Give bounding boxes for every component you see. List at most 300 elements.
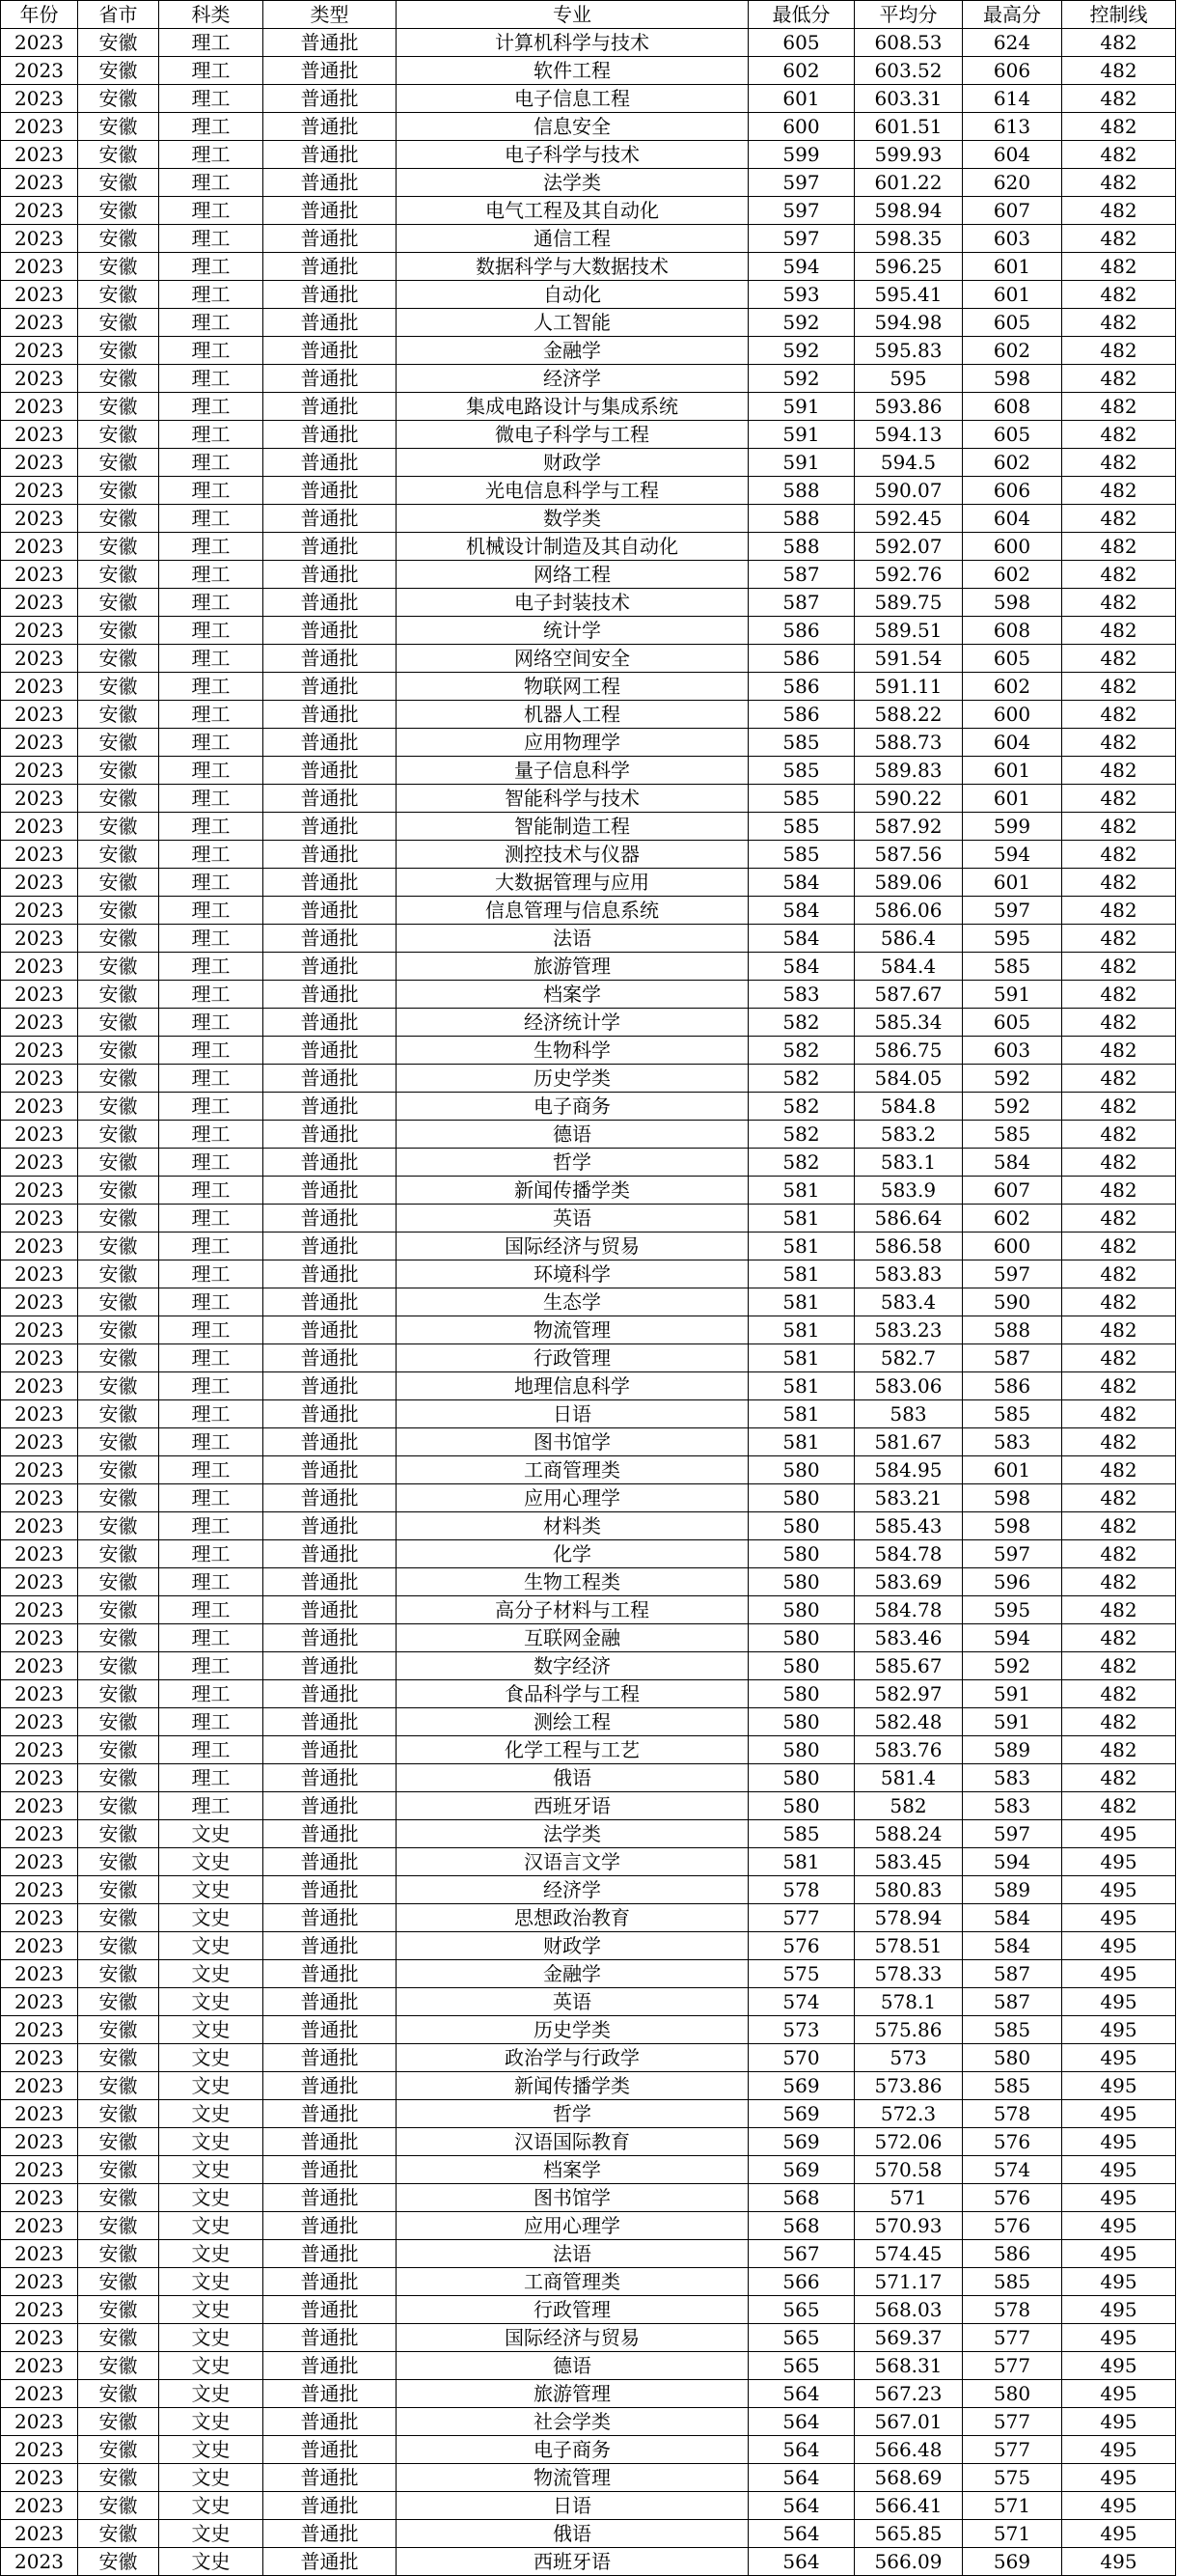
avg-score-cell: 601.51 xyxy=(855,113,963,141)
control-line-cell: 495 xyxy=(1062,2492,1176,2520)
batch-type-cell: 普通批 xyxy=(263,1288,397,1316)
province-cell: 安徽 xyxy=(78,1400,159,1428)
table-row xyxy=(1,2184,1176,2212)
table-row xyxy=(1,785,1176,813)
max-score-cell: 569 xyxy=(963,2548,1062,2576)
year-cell: 2023 xyxy=(1,1372,78,1400)
major-cell: 应用心理学 xyxy=(397,1484,749,1512)
province-cell: 安徽 xyxy=(78,785,159,813)
category-cell: 文史 xyxy=(159,2380,263,2408)
batch-type-cell: 普通批 xyxy=(263,673,397,701)
table-row xyxy=(1,1260,1176,1288)
major-cell: 图书馆学 xyxy=(397,1428,749,1456)
batch-type-cell: 普通批 xyxy=(263,869,397,897)
control-line-cell: 482 xyxy=(1062,757,1176,785)
min-score-cell: 567 xyxy=(749,2240,855,2268)
max-score-cell: 576 xyxy=(963,2128,1062,2156)
max-score-cell: 603 xyxy=(963,1037,1062,1065)
year-cell: 2023 xyxy=(1,1288,78,1316)
avg-score-cell: 590.22 xyxy=(855,785,963,813)
control-line-cell: 482 xyxy=(1062,1624,1176,1652)
category-cell: 文史 xyxy=(159,2128,263,2156)
table-row xyxy=(1,869,1176,897)
major-cell: 档案学 xyxy=(397,981,749,1009)
category-cell: 理工 xyxy=(159,1260,263,1288)
year-cell: 2023 xyxy=(1,953,78,981)
year-cell: 2023 xyxy=(1,813,78,841)
max-score-cell: 576 xyxy=(963,2212,1062,2240)
table-row xyxy=(1,1428,1176,1456)
control-line-cell: 482 xyxy=(1062,57,1176,85)
batch-type-cell: 普通批 xyxy=(263,2240,397,2268)
major-cell: 智能科学与技术 xyxy=(397,785,749,813)
year-cell: 2023 xyxy=(1,1037,78,1065)
year-cell: 2023 xyxy=(1,1065,78,1093)
major-cell: 大数据管理与应用 xyxy=(397,869,749,897)
table-row xyxy=(1,1568,1176,1596)
max-score-cell: 605 xyxy=(963,309,1062,337)
min-score-cell: 592 xyxy=(749,365,855,393)
avg-score-cell: 568.31 xyxy=(855,2352,963,2380)
category-cell: 理工 xyxy=(159,85,263,113)
max-score-cell: 613 xyxy=(963,113,1062,141)
max-score-cell: 574 xyxy=(963,2156,1062,2184)
batch-type-cell: 普通批 xyxy=(263,2492,397,2520)
control-line-cell: 482 xyxy=(1062,1764,1176,1792)
category-cell: 理工 xyxy=(159,589,263,617)
max-score-cell: 578 xyxy=(963,2296,1062,2324)
year-cell: 2023 xyxy=(1,981,78,1009)
major-cell: 工商管理类 xyxy=(397,1456,749,1484)
batch-type-cell: 普通批 xyxy=(263,2044,397,2072)
max-score-cell: 601 xyxy=(963,869,1062,897)
province-cell: 安徽 xyxy=(78,1260,159,1288)
max-score-cell: 585 xyxy=(963,2016,1062,2044)
max-score-cell: 598 xyxy=(963,589,1062,617)
batch-type-cell: 普通批 xyxy=(263,1764,397,1792)
control-line-cell: 482 xyxy=(1062,589,1176,617)
province-cell: 安徽 xyxy=(78,337,159,365)
control-line-cell: 482 xyxy=(1062,1316,1176,1344)
category-cell: 文史 xyxy=(159,2156,263,2184)
category-cell: 理工 xyxy=(159,505,263,533)
category-cell: 文史 xyxy=(159,2464,263,2492)
major-cell: 计算机科学与技术 xyxy=(397,29,749,57)
max-score-cell: 601 xyxy=(963,253,1062,281)
major-cell: 智能制造工程 xyxy=(397,813,749,841)
province-cell: 安徽 xyxy=(78,1484,159,1512)
table-row xyxy=(1,1400,1176,1428)
batch-type-cell: 普通批 xyxy=(263,2296,397,2324)
avg-score-cell: 584.78 xyxy=(855,1596,963,1624)
province-cell: 安徽 xyxy=(78,85,159,113)
category-cell: 理工 xyxy=(159,953,263,981)
province-cell: 安徽 xyxy=(78,1121,159,1149)
table-row xyxy=(1,1820,1176,1848)
table-row xyxy=(1,477,1176,505)
batch-type-cell: 普通批 xyxy=(263,1568,397,1596)
avg-score-cell: 584.8 xyxy=(855,1093,963,1121)
province-cell: 安徽 xyxy=(78,1037,159,1065)
control-line-cell: 495 xyxy=(1062,2212,1176,2240)
min-score-cell: 569 xyxy=(749,2128,855,2156)
major-cell: 汉语国际教育 xyxy=(397,2128,749,2156)
min-score-cell: 581 xyxy=(749,1177,855,1205)
category-cell: 文史 xyxy=(159,2016,263,2044)
control-line-cell: 482 xyxy=(1062,29,1176,57)
min-score-cell: 566 xyxy=(749,2268,855,2296)
min-score-cell: 601 xyxy=(749,85,855,113)
batch-type-cell: 普通批 xyxy=(263,1876,397,1904)
min-score-cell: 564 xyxy=(749,2520,855,2548)
batch-type-cell: 普通批 xyxy=(263,2268,397,2296)
major-cell: 环境科学 xyxy=(397,1260,749,1288)
control-line-cell: 495 xyxy=(1062,2324,1176,2352)
max-score-cell: 602 xyxy=(963,561,1062,589)
year-cell: 2023 xyxy=(1,2128,78,2156)
avg-score-cell: 587.56 xyxy=(855,841,963,869)
year-cell: 2023 xyxy=(1,1260,78,1288)
table-row xyxy=(1,2072,1176,2100)
category-cell: 理工 xyxy=(159,869,263,897)
category-cell: 文史 xyxy=(159,2072,263,2100)
year-cell: 2023 xyxy=(1,141,78,169)
min-score-cell: 584 xyxy=(749,925,855,953)
major-cell: 哲学 xyxy=(397,1149,749,1177)
category-cell: 理工 xyxy=(159,1233,263,1260)
control-line-cell: 495 xyxy=(1062,2464,1176,2492)
max-score-cell: 595 xyxy=(963,1596,1062,1624)
max-score-cell: 624 xyxy=(963,29,1062,57)
year-cell: 2023 xyxy=(1,1400,78,1428)
year-cell: 2023 xyxy=(1,617,78,645)
avg-score-cell: 603.31 xyxy=(855,85,963,113)
avg-score-cell: 589.06 xyxy=(855,869,963,897)
year-cell: 2023 xyxy=(1,421,78,449)
min-score-cell: 586 xyxy=(749,701,855,729)
min-score-cell: 586 xyxy=(749,673,855,701)
table-row xyxy=(1,2268,1176,2296)
min-score-cell: 602 xyxy=(749,57,855,85)
year-cell: 2023 xyxy=(1,169,78,197)
category-cell: 理工 xyxy=(159,1149,263,1177)
batch-type-cell: 普通批 xyxy=(263,1149,397,1177)
year-cell: 2023 xyxy=(1,1205,78,1233)
min-score-cell: 580 xyxy=(749,1568,855,1596)
control-line-cell: 482 xyxy=(1062,85,1176,113)
control-line-cell: 482 xyxy=(1062,393,1176,421)
control-line-cell: 482 xyxy=(1062,169,1176,197)
header-year: 年份 xyxy=(1,1,78,29)
category-cell: 理工 xyxy=(159,1764,263,1792)
min-score-cell: 569 xyxy=(749,2100,855,2128)
batch-type-cell: 普通批 xyxy=(263,85,397,113)
table-row xyxy=(1,617,1176,645)
avg-score-cell: 588.73 xyxy=(855,729,963,757)
batch-type-cell: 普通批 xyxy=(263,337,397,365)
avg-score-cell: 585.67 xyxy=(855,1652,963,1680)
min-score-cell: 585 xyxy=(749,813,855,841)
control-line-cell: 495 xyxy=(1062,2044,1176,2072)
avg-score-cell: 566.48 xyxy=(855,2436,963,2464)
min-score-cell: 564 xyxy=(749,2436,855,2464)
max-score-cell: 584 xyxy=(963,1904,1062,1932)
table-row xyxy=(1,57,1176,85)
major-cell: 量子信息科学 xyxy=(397,757,749,785)
category-cell: 理工 xyxy=(159,1624,263,1652)
min-score-cell: 581 xyxy=(749,1400,855,1428)
min-score-cell: 573 xyxy=(749,2016,855,2044)
max-score-cell: 583 xyxy=(963,1792,1062,1820)
min-score-cell: 576 xyxy=(749,1932,855,1960)
province-cell: 安徽 xyxy=(78,1372,159,1400)
avg-score-cell: 583.83 xyxy=(855,1260,963,1288)
year-cell: 2023 xyxy=(1,2408,78,2436)
min-score-cell: 565 xyxy=(749,2324,855,2352)
min-score-cell: 581 xyxy=(749,1848,855,1876)
category-cell: 文史 xyxy=(159,2212,263,2240)
category-cell: 文史 xyxy=(159,2548,263,2576)
major-cell: 地理信息科学 xyxy=(397,1372,749,1400)
table-row xyxy=(1,281,1176,309)
max-score-cell: 601 xyxy=(963,1456,1062,1484)
year-cell: 2023 xyxy=(1,1904,78,1932)
avg-score-cell: 591.54 xyxy=(855,645,963,673)
min-score-cell: 580 xyxy=(749,1792,855,1820)
category-cell: 文史 xyxy=(159,2324,263,2352)
avg-score-cell: 594.5 xyxy=(855,449,963,477)
min-score-cell: 600 xyxy=(749,113,855,141)
table-row xyxy=(1,2352,1176,2380)
province-cell: 安徽 xyxy=(78,421,159,449)
batch-type-cell: 普通批 xyxy=(263,1708,397,1736)
province-cell: 安徽 xyxy=(78,2492,159,2520)
batch-type-cell: 普通批 xyxy=(263,57,397,85)
year-cell: 2023 xyxy=(1,1960,78,1988)
table-row xyxy=(1,253,1176,281)
control-line-cell: 482 xyxy=(1062,1456,1176,1484)
table-row xyxy=(1,1680,1176,1708)
category-cell: 文史 xyxy=(159,1988,263,2016)
table-row xyxy=(1,2156,1176,2184)
category-cell: 理工 xyxy=(159,1065,263,1093)
max-score-cell: 590 xyxy=(963,1288,1062,1316)
major-cell: 国际经济与贸易 xyxy=(397,1233,749,1260)
batch-type-cell: 普通批 xyxy=(263,169,397,197)
avg-score-cell: 582 xyxy=(855,1792,963,1820)
year-cell: 2023 xyxy=(1,2044,78,2072)
max-score-cell: 604 xyxy=(963,141,1062,169)
max-score-cell: 602 xyxy=(963,337,1062,365)
min-score-cell: 585 xyxy=(749,729,855,757)
province-cell: 安徽 xyxy=(78,757,159,785)
header-control-line: 控制线 xyxy=(1062,1,1176,29)
year-cell: 2023 xyxy=(1,2296,78,2324)
category-cell: 理工 xyxy=(159,393,263,421)
table-row xyxy=(1,1736,1176,1764)
control-line-cell: 495 xyxy=(1062,2520,1176,2548)
major-cell: 汉语言文学 xyxy=(397,1848,749,1876)
province-cell: 安徽 xyxy=(78,2324,159,2352)
table-row xyxy=(1,813,1176,841)
table-row xyxy=(1,1009,1176,1037)
province-cell: 安徽 xyxy=(78,1988,159,2016)
major-cell: 电子商务 xyxy=(397,2436,749,2464)
major-cell: 材料类 xyxy=(397,1512,749,1540)
province-cell: 安徽 xyxy=(78,1177,159,1205)
min-score-cell: 574 xyxy=(749,1988,855,2016)
major-cell: 英语 xyxy=(397,1988,749,2016)
major-cell: 生态学 xyxy=(397,1288,749,1316)
province-cell: 安徽 xyxy=(78,897,159,925)
category-cell: 理工 xyxy=(159,1093,263,1121)
category-cell: 理工 xyxy=(159,225,263,253)
min-score-cell: 582 xyxy=(749,1065,855,1093)
year-cell: 2023 xyxy=(1,645,78,673)
min-score-cell: 582 xyxy=(749,1037,855,1065)
province-cell: 安徽 xyxy=(78,869,159,897)
avg-score-cell: 584.95 xyxy=(855,1456,963,1484)
year-cell: 2023 xyxy=(1,449,78,477)
major-cell: 俄语 xyxy=(397,2520,749,2548)
max-score-cell: 602 xyxy=(963,673,1062,701)
year-cell: 2023 xyxy=(1,1624,78,1652)
avg-score-cell: 575.86 xyxy=(855,2016,963,2044)
category-cell: 文史 xyxy=(159,2044,263,2072)
category-cell: 理工 xyxy=(159,561,263,589)
control-line-cell: 482 xyxy=(1062,1233,1176,1260)
table-row xyxy=(1,1344,1176,1372)
table-row xyxy=(1,2044,1176,2072)
max-score-cell: 604 xyxy=(963,729,1062,757)
control-line-cell: 482 xyxy=(1062,505,1176,533)
avg-score-cell: 586.4 xyxy=(855,925,963,953)
max-score-cell: 585 xyxy=(963,1121,1062,1149)
batch-type-cell: 普通批 xyxy=(263,1233,397,1260)
control-line-cell: 482 xyxy=(1062,1260,1176,1288)
avg-score-cell: 583.45 xyxy=(855,1848,963,1876)
max-score-cell: 597 xyxy=(963,1540,1062,1568)
avg-score-cell: 593.86 xyxy=(855,393,963,421)
min-score-cell: 581 xyxy=(749,1316,855,1344)
table-row xyxy=(1,1316,1176,1344)
batch-type-cell: 普通批 xyxy=(263,1065,397,1093)
major-cell: 人工智能 xyxy=(397,309,749,337)
max-score-cell: 597 xyxy=(963,897,1062,925)
min-score-cell: 582 xyxy=(749,1009,855,1037)
year-cell: 2023 xyxy=(1,1736,78,1764)
avg-score-cell: 584.78 xyxy=(855,1540,963,1568)
max-score-cell: 575 xyxy=(963,2464,1062,2492)
table-row xyxy=(1,29,1176,57)
major-cell: 测绘工程 xyxy=(397,1708,749,1736)
category-cell: 理工 xyxy=(159,1400,263,1428)
control-line-cell: 495 xyxy=(1062,2240,1176,2268)
table-row xyxy=(1,1596,1176,1624)
year-cell: 2023 xyxy=(1,1456,78,1484)
category-cell: 文史 xyxy=(159,2268,263,2296)
category-cell: 理工 xyxy=(159,1512,263,1540)
batch-type-cell: 普通批 xyxy=(263,505,397,533)
major-cell: 物流管理 xyxy=(397,1316,749,1344)
batch-type-cell: 普通批 xyxy=(263,1205,397,1233)
category-cell: 理工 xyxy=(159,365,263,393)
major-cell: 英语 xyxy=(397,1205,749,1233)
category-cell: 文史 xyxy=(159,2520,263,2548)
province-cell: 安徽 xyxy=(78,1233,159,1260)
batch-type-cell: 普通批 xyxy=(263,1680,397,1708)
min-score-cell: 565 xyxy=(749,2296,855,2324)
province-cell: 安徽 xyxy=(78,2464,159,2492)
max-score-cell: 577 xyxy=(963,2324,1062,2352)
avg-score-cell: 573 xyxy=(855,2044,963,2072)
category-cell: 理工 xyxy=(159,57,263,85)
category-cell: 文史 xyxy=(159,1876,263,1904)
year-cell: 2023 xyxy=(1,729,78,757)
avg-score-cell: 595.83 xyxy=(855,337,963,365)
max-score-cell: 608 xyxy=(963,617,1062,645)
major-cell: 数字经济 xyxy=(397,1652,749,1680)
table-row xyxy=(1,1205,1176,1233)
batch-type-cell: 普通批 xyxy=(263,1456,397,1484)
avg-score-cell: 582.48 xyxy=(855,1708,963,1736)
control-line-cell: 482 xyxy=(1062,1149,1176,1177)
major-cell: 数据科学与大数据技术 xyxy=(397,253,749,281)
max-score-cell: 576 xyxy=(963,2184,1062,2212)
header-batch-type: 类型 xyxy=(263,1,397,29)
control-line-cell: 495 xyxy=(1062,1876,1176,1904)
min-score-cell: 583 xyxy=(749,981,855,1009)
major-cell: 经济学 xyxy=(397,365,749,393)
province-cell: 安徽 xyxy=(78,1960,159,1988)
table-row xyxy=(1,701,1176,729)
major-cell: 微电子科学与工程 xyxy=(397,421,749,449)
avg-score-cell: 568.03 xyxy=(855,2296,963,2324)
category-cell: 理工 xyxy=(159,1680,263,1708)
control-line-cell: 482 xyxy=(1062,533,1176,561)
avg-score-cell: 588.22 xyxy=(855,701,963,729)
category-cell: 理工 xyxy=(159,1205,263,1233)
avg-score-cell: 568.69 xyxy=(855,2464,963,2492)
province-cell: 安徽 xyxy=(78,925,159,953)
max-score-cell: 604 xyxy=(963,505,1062,533)
major-cell: 法语 xyxy=(397,925,749,953)
max-score-cell: 601 xyxy=(963,785,1062,813)
year-cell: 2023 xyxy=(1,841,78,869)
table-row xyxy=(1,1988,1176,2016)
major-cell: 日语 xyxy=(397,1400,749,1428)
header-min-score: 最低分 xyxy=(749,1,855,29)
table-row xyxy=(1,2520,1176,2548)
control-line-cell: 482 xyxy=(1062,1205,1176,1233)
category-cell: 理工 xyxy=(159,533,263,561)
max-score-cell: 601 xyxy=(963,757,1062,785)
batch-type-cell: 普通批 xyxy=(263,197,397,225)
category-cell: 文史 xyxy=(159,1932,263,1960)
province-cell: 安徽 xyxy=(78,1596,159,1624)
year-cell: 2023 xyxy=(1,2100,78,2128)
year-cell: 2023 xyxy=(1,673,78,701)
major-cell: 新闻传播学类 xyxy=(397,1177,749,1205)
avg-score-cell: 599.93 xyxy=(855,141,963,169)
min-score-cell: 580 xyxy=(749,1540,855,1568)
major-cell: 日语 xyxy=(397,2492,749,2520)
max-score-cell: 580 xyxy=(963,2380,1062,2408)
max-score-cell: 591 xyxy=(963,981,1062,1009)
year-cell: 2023 xyxy=(1,1652,78,1680)
category-cell: 理工 xyxy=(159,1596,263,1624)
major-cell: 高分子材料与工程 xyxy=(397,1596,749,1624)
